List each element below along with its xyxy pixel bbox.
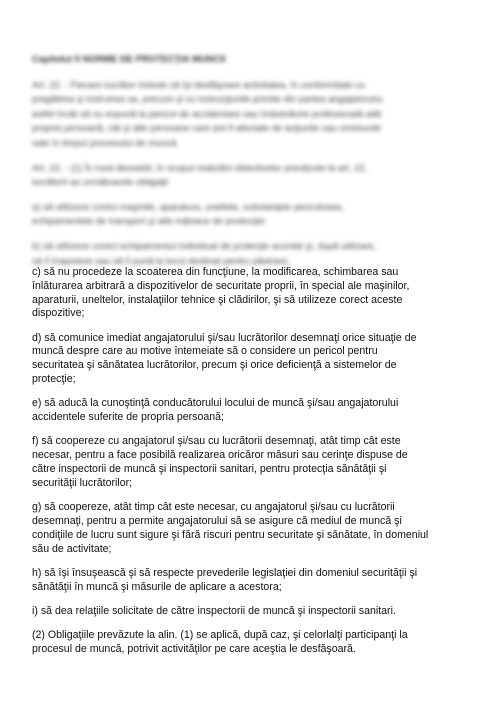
chapter-heading: Capitolul II NORME DE PROTECŢIA MUNCII	[32, 53, 226, 64]
blurred-paragraph: b) să utilizeze corect echipamentul individual de protecţie acordat şi, după utilizare, să îl înapoieze sau să îl pună la locul destinat pentru păstrare;	[32, 239, 376, 266]
document-body	[32, 266, 472, 667]
paragraph-h: h) să îşi însuşească şi să respecte prevederile legislaţiei din domeniul securităţii şi sănătăţii în muncă şi măsurile de aplicare a acestora;	[32, 566, 418, 593]
paragraph-f: f) să coopereze cu angajatorul şi/sau cu lucrătorii desemnaţi, atât timp cât este necesar, pentru a face posibilă realizarea oricăror măsuri sau cerinţe dispuse de către inspectorii de muncă şi inspectorii sanitari, pentru protecţia sănătăţii şi securităţii lucrătorilor;	[32, 435, 408, 489]
paragraph-i: i) să dea relaţiile solicitate de către inspectorii de muncă şi inspectorii sanitari.	[32, 604, 396, 617]
paragraph-c: c) să nu procedeze la scoaterea din funcţiune, la modificarea, schimbarea sau înlăturarea arbitrară a dispozitivelor de securitate proprii, în special ale maşinilor, aparaturii, uneltelor, instalaţiilor tehnice şi clădirilor, şi să utilizeze corect aceste dispozitive;	[32, 266, 410, 320]
blurred-preview-section	[32, 52, 472, 278]
blurred-paragraph: Art. 22. - Fiecare lucrător trebuie să îşi desfăşoare activitatea, în conformitate cu pregătirea şi instruirea sa, precum şi cu instrucţiunile primite din partea angajatorului, astfel încât să nu expună la pericol de accidentare sau îmbolnăvire profesională atât propria persoană, cât şi alte persoane care pot fi afectate de acţiunile sau omisiunile sale în timpul procesului de muncă.	[32, 78, 385, 148]
paragraph-d: d) să comunice imediat angajatorului şi/sau lucrătorilor desemnaţi orice situaţie de muncă despre care au motive întemeiate să o considere un pericol pentru securitatea şi sănătatea lucrătorilor, precum şi orice deficienţă a sistemelor de protecţie;	[32, 331, 417, 386]
blurred-paragraph: a) să utilizeze corect maşinile, aparatura, uneltele, substanţele periculoase, echipamentele de transport şi alte mijloace de producţie;	[32, 200, 345, 227]
paragraph-alin-2: (2) Obligaţiile prevăzute la alin. (1) se aplică, după caz, şi celorlalţi participanţi la procesul de muncă, potrivit activităţilor pe care aceştia le desfăşoară.	[32, 629, 408, 656]
paragraph-e: e) să aducă la cunoştinţă conducătorului locului de muncă şi/sau angajatorului accidentele suferite de propria persoană;	[32, 397, 399, 424]
blurred-paragraph: Art. 23. - (1) În mod deosebit, în scopul realizării obiectivelor prevăzute la art. 22, lucrătorii au următoarele obligaţii:	[32, 161, 368, 188]
paragraph-g: g) să coopereze, atât timp cât este necesar, cu angajatorul şi/sau cu lucrătorii desemnaţi, pentru a permite angajatorului să se asigure că mediul de muncă şi condiţiile de lucru sunt sigure şi fără riscuri pentru securitate şi sănătate, în domeniul său de activitate;	[32, 501, 429, 555]
